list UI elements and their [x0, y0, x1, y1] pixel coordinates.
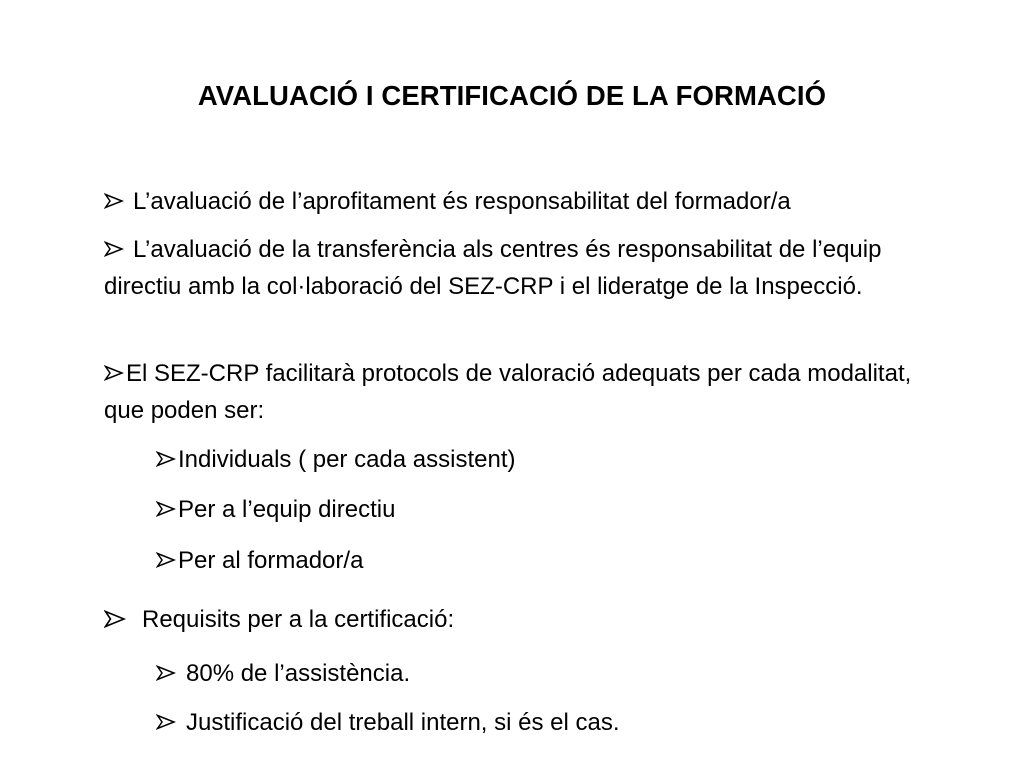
bullet-text: L’avaluació de l’aprofitament és responsabilitat del formador/a — [133, 188, 791, 215]
bullet-item-1 — [104, 184, 791, 221]
arrowhead-bullet-icon — [156, 714, 176, 730]
sub-bullet-item-5 — [156, 705, 620, 742]
arrowhead-bullet-icon — [156, 451, 176, 467]
sub-bullet-item-4 — [156, 656, 410, 693]
bullet-item-2 — [104, 232, 954, 305]
arrowhead-bullet-icon — [104, 193, 124, 209]
bullet-text: Per al formador/a — [178, 547, 364, 574]
arrowhead-bullet-icon — [156, 665, 176, 681]
bullet-text: Requisits per a la certificació: — [142, 606, 455, 633]
bullet-text: 80% de l’assistència. — [186, 660, 411, 687]
bullet-text: El SEZ-CRP facilitarà protocols de valoració adequats per cada modalitat, que poden ser: — [104, 360, 912, 424]
sub-bullet-item-2 — [156, 492, 395, 529]
arrowhead-bullet-icon — [156, 552, 176, 568]
arrowhead-bullet-icon — [104, 365, 124, 381]
arrowhead-bullet-icon — [156, 501, 176, 517]
sub-bullet-item-3 — [156, 543, 363, 580]
slide-title: AVALUACIÓ I CERTIFICACIÓ DE LA FORMACIÓ — [197, 80, 827, 111]
bullet-item-3 — [104, 356, 954, 429]
bullet-text: Individuals ( per cada assistent) — [178, 446, 516, 473]
bullet-text: Justificació del treball intern, si és el cas. — [186, 709, 620, 736]
arrowhead-bullet-icon — [104, 610, 126, 628]
bullet-item-4 — [104, 602, 454, 639]
sub-bullet-item-1 — [156, 442, 516, 479]
arrowhead-bullet-icon — [104, 241, 124, 257]
bullet-text: Per a l’equip directiu — [178, 496, 396, 523]
bullet-text: L’avaluació de la transferència als centres és responsabilitat de l’equip directiu amb la col·laboració del SEZ-CRP i el lideratge de la Inspecció. — [104, 236, 882, 300]
